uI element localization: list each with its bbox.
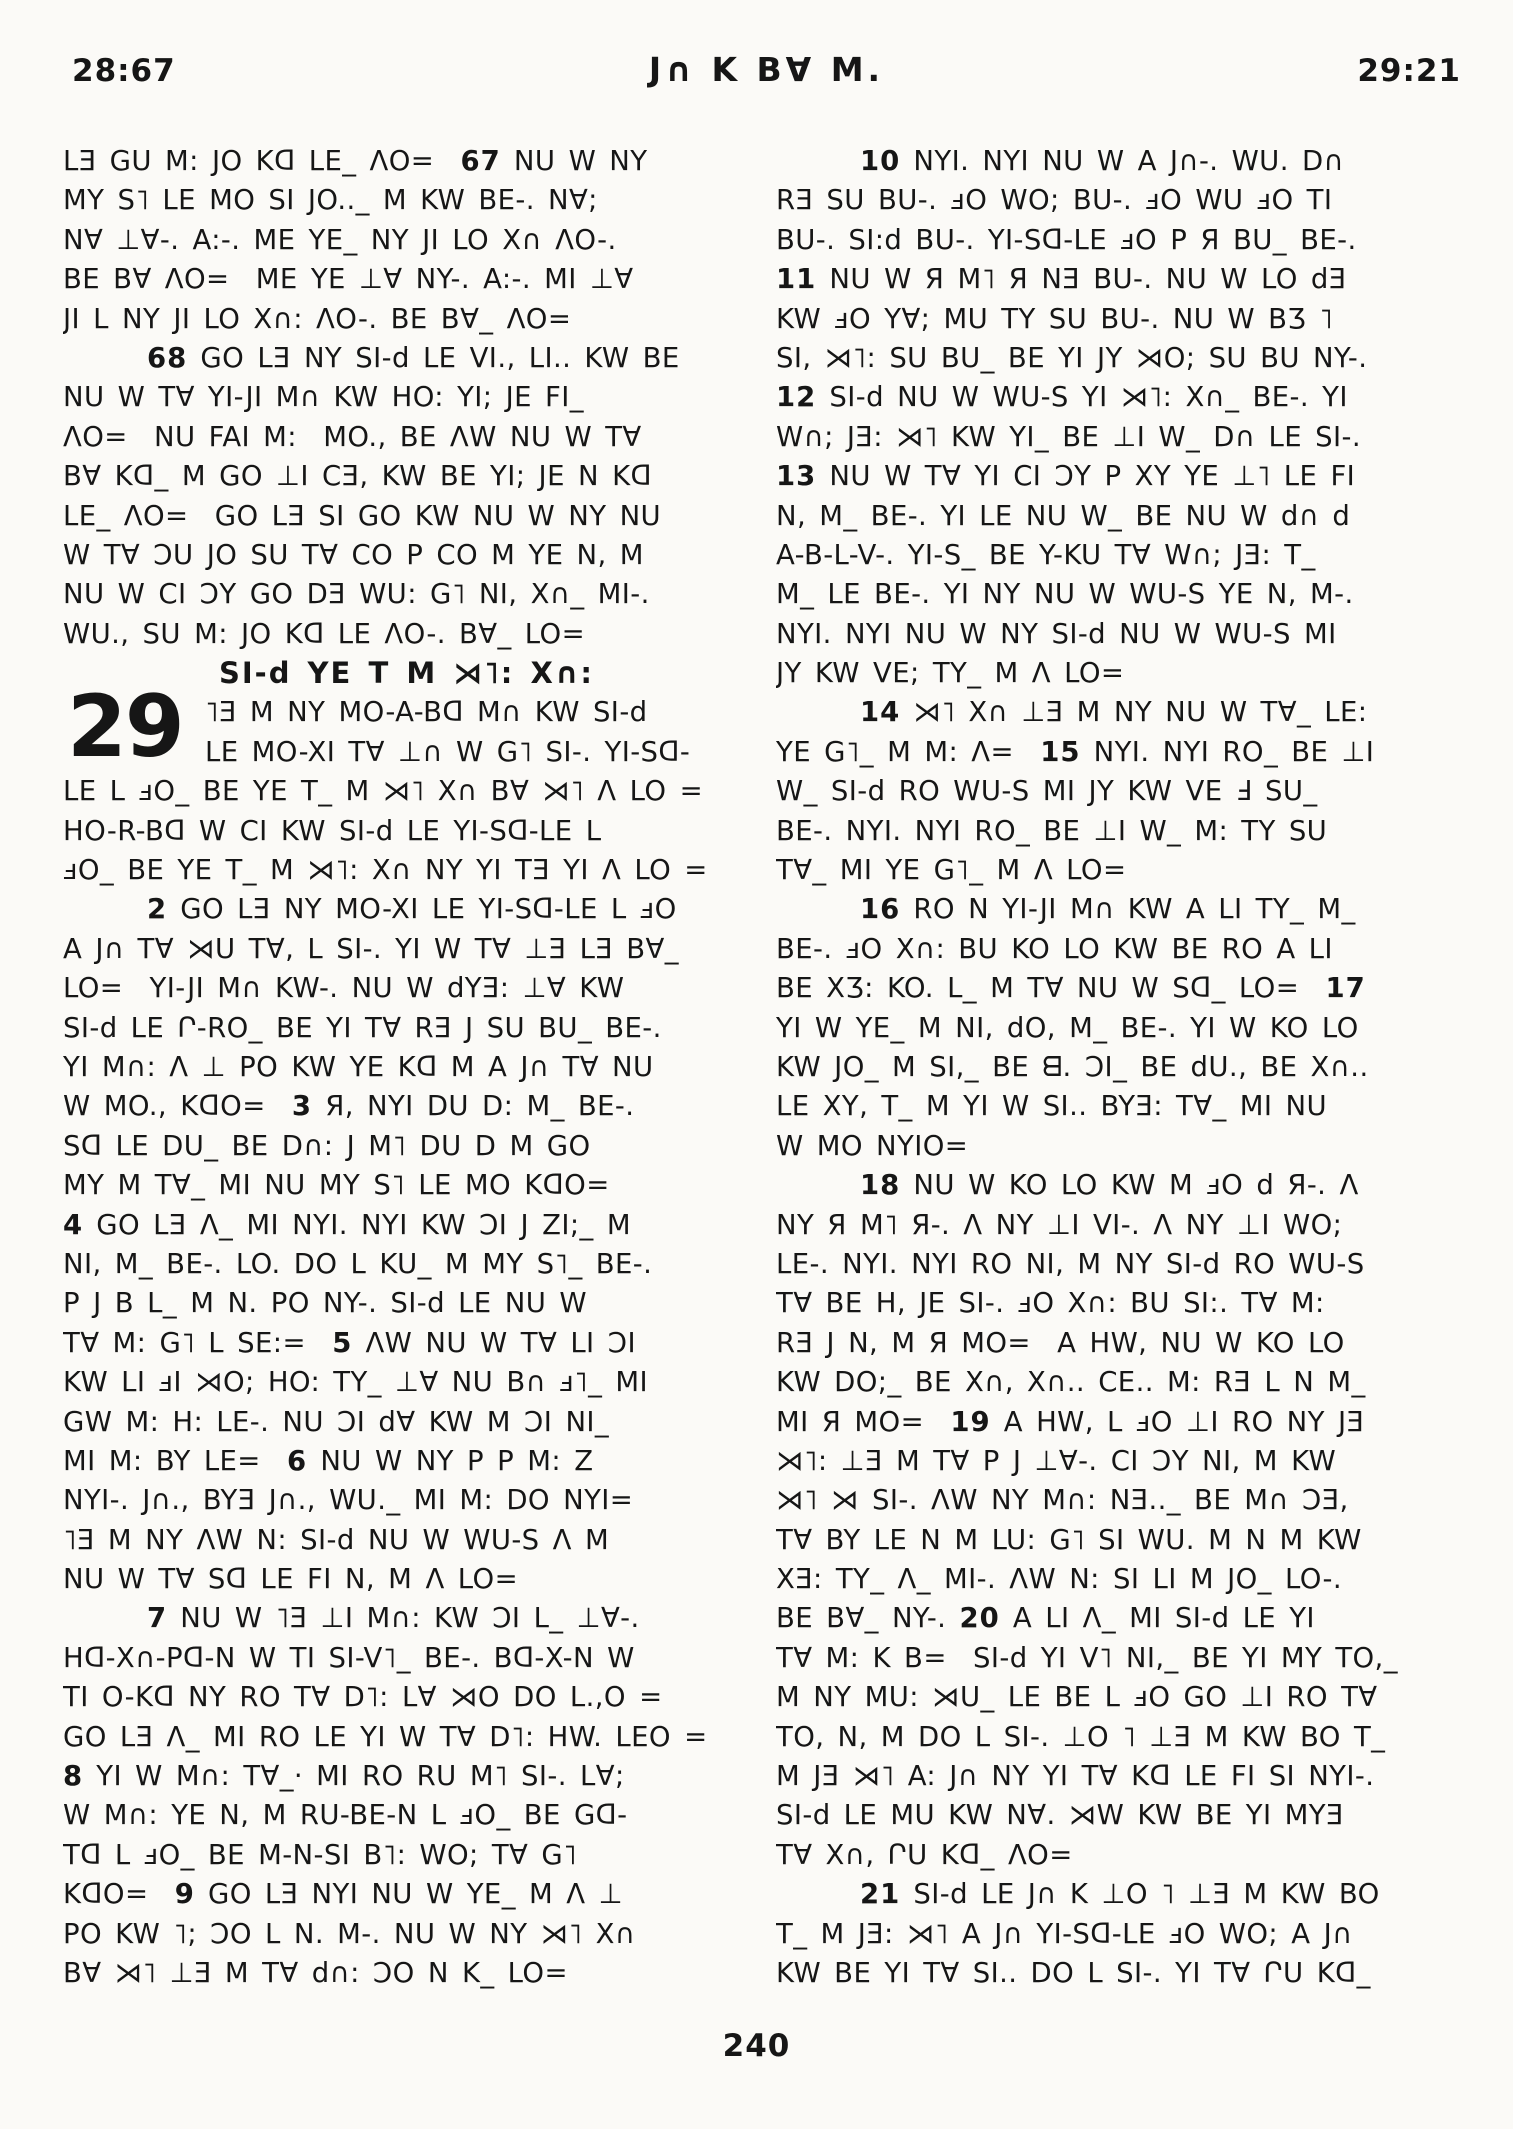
text-line: NU W CI ƆY GO DƎ WU: G˥ NI, X∩_ MI-. [63,578,650,611]
text-line: MY S˥ LE MO SI JO.._ M KW BE-. N∀; [63,184,598,217]
text-line: HO-R-Bᗡ W CI KW SI-d LE YI-Sᗡ-LE L [63,814,602,847]
text-line: Hᗡ-X∩-Pᗡ-N W TI SI-V˥_ BE-. Bᗡ-X-N W [63,1641,635,1674]
text-line: ˥Ǝ M NY ΛW N: SI-d NU W WU-S Λ M [63,1523,610,1556]
text-line: LE-. NYI. NYI RO NI, M NY SI-d RO WU-S [776,1247,1365,1280]
text-line: MI Я MO= 19 A HW, L ⅎO ⊥I RO NY JƎ [776,1405,1365,1438]
text-line: T∀ BE H, JE SI-. ⅎO X∩: BU SI:. T∀ M: [776,1287,1325,1320]
text-line: BE XƷ: KO. L_ M T∀ NU W Sᗡ_ LO= 17 [776,972,1366,1005]
text-line: XƎ: TY_ Λ_ MI-. ΛW N: SI LI M JO_ LO-. [776,1563,1342,1596]
text-line: GO LƎ Λ_ MI RO LE YI W T∀ D˥: HW. LEO = [63,1720,708,1753]
page-number: 240 [722,2028,791,2064]
text-line: 18 NU W KO LO KW M ⅎO d Я-. Λ [860,1169,1359,1202]
text-line: B∀ Kᗡ_ M GO ⊥I CƎ, KW BE YI; JE N Kᗡ [63,460,653,493]
text-line: NY Я M˥ Я-. Λ NY ⊥I VI-. Λ NY ⊥I WO; [776,1208,1343,1241]
text-columns [63,142,1463,1993]
text-line: T∀ X∩, ՐU Kᗡ_ ΛO= [776,1838,1073,1871]
text-line: LE_ ΛO= GO LƎ SI GO KW NU W NY NU [63,499,662,532]
text-line: NYI. NYI NU W NY SI-d NU W WU-S MI [776,617,1337,650]
text-line: 2 GO LƎ NY MO-XI LE YI-Sᗡ-LE L ⅎO [147,893,677,926]
section-heading: SI-d YE T M ⋊˥: X∩: [218,656,594,691]
text-line: T∀ BY LE N M LU: G˥ SI WU. M N M KW [776,1523,1362,1556]
text-line: NYI-. J∩., BYƎ J∩., WU._ MI M: DO NYI= [63,1484,634,1517]
text-line: T∀ M: G˥ L SE:= 5 ΛW NU W T∀ LI ƆI [63,1326,636,1359]
text-line: YI M∩: Λ ⊥ PO KW YE Kᗡ M A J∩ T∀ NU [63,1050,654,1083]
text-line: 10 NYI. NYI NU W A J∩-. WU. D∩ [860,145,1345,177]
text-line: NI, M_ BE-. LO. DO L KU_ M MY S˥_ BE-. [63,1247,653,1280]
text-line: TO, N, M DO L SI-. ⊥O ˥ ⊥Ǝ M KW BO T_ [776,1720,1386,1753]
text-line: TI O-Kᗡ NY RO T∀ D˥: L∀ ⋊O DO L.,O = [63,1681,663,1714]
text-line: Tᗡ L ⅎO_ BE M-N-SI B˥: WO; T∀ G˥ [63,1838,578,1871]
text-line: BE B∀ ΛO= ME YE ⊥∀ NY-. A:-. MI ⊥∀ [63,263,634,296]
text-line: ⋊˥ ⋊ SI-. ΛW NY M∩: NƎ.._ BE M∩ ƆƎ, [776,1484,1349,1517]
text-line: NU W T∀ YI-JI M∩ KW HO: YI; JE FI_ [63,381,584,414]
text-line: 8 YI W M∩: T∀_· MI RO RU M˥ SI-. L∀; [63,1760,625,1793]
chapter-verse-ref-left: 28:67 [72,53,176,89]
text-line: JY KW VE; TY_ M Λ LO= [776,657,1125,690]
text-line: WU., SU M: JO Kᗡ LE ΛO-. B∀_ LO= [63,617,586,650]
text-line: KᗡO= 9 GO LƎ NYI NU W YE_ M Λ ⊥ [63,1878,623,1911]
text-line: W_ SI-d RO WU-S MI JY KW VE Ⅎ SU_ [776,775,1318,808]
text-line: T∀_ MI YE G˥_ M Λ LO= [776,854,1127,887]
chapter-verse-ref-right: 29:21 [1357,53,1461,89]
text-line: ⋊˥: ⊥Ǝ M T∀ P J ⊥∀-. CI ƆY NI, M KW [776,1444,1337,1477]
text-line: B∀ ⋊˥ ⊥Ǝ M T∀ d∩: ƆO N K_ LO= [63,1956,568,1989]
text-line: A J∩ T∀ ⋊U T∀, L SI-. YI W T∀ ⊥Ǝ LƎ B∀_ [63,932,679,965]
text-line: YE G˥_ M M: Λ= 15 NYI. NYI RO_ BE ⊥I [776,735,1375,768]
text-line: KW JO_ M SI,_ BE ᗺ. ƆI_ BE dU., BE X∩.. [776,1050,1369,1083]
text-line: MI M: BY LE= 6 NU W NY P P M: Z [63,1444,594,1477]
text-line: SI-d LE Ր-RO_ BE YI T∀ RƎ J SU BU_ BE-. [63,1011,662,1044]
text-line: 21 SI-d LE J∩ K ⊥O ˥ ⊥Ǝ M KW BO [860,1878,1380,1911]
text-line: KW DO;_ BE X∩, X∩.. CE.. M: RƎ L N M_ [776,1366,1366,1399]
text-line: 14 ⋊˥ X∩ ⊥Ǝ M NY NU W T∀_ LE: [860,696,1368,729]
text-line: KW BE YI T∀ SI.. DO L SI-. YI T∀ ՐU Kᗡ_ [776,1956,1371,1989]
text-line: JI L NY JI LO X∩: ΛO-. BE B∀_ ΛO= [63,302,572,335]
text-line: W M∩: YE N, M RU-BE-N L ⅎO_ BE Gᗡ- [63,1799,628,1832]
text-line: T∀ M: K B= SI-d YI V˥ NI,_ BE YI MY TO,_ [776,1641,1398,1674]
text-line: NU W T∀ Sᗡ LE FI N, M Λ LO= [63,1563,519,1596]
text-line: 16 RO N YI-JI M∩ KW A LI TY_ M_ [860,893,1356,926]
text-line: LE XY, T_ M YI W SI.. BYƎ: T∀_ MI NU [776,1090,1328,1123]
text-line: W∩; JƎ: ⋊˥ KW YI_ BE ⊥I W_ D∩ LE SI-. [776,420,1361,453]
text-line: N∀ ⊥∀-. A:-. ME YE_ NY JI LO X∩ ΛO-. [63,223,617,256]
text-line: LE L ⅎO_ BE YE T_ M ⋊˥ X∩ B∀ ⋊˥ Λ LO = [63,775,704,808]
text-line: BU-. SI:d BU-. YI-Sᗡ-LE ⅎO P Я BU_ BE-. [776,223,1357,256]
text-line: YI W YE_ M NI, dO, M_ BE-. YI W KO LO [776,1011,1359,1044]
text-line: RƎ SU BU-. ⅎO WO; BU-. ⅎO WU ⅎO TI [776,184,1333,217]
text-line: ⅎO_ BE YE T_ M ⋊˥: X∩ NY YI TƎ YI Λ LO = [63,854,708,887]
text-line: SI-d LE MU KW N∀. ⋊W KW BE YI MYƎ [776,1799,1344,1832]
text-line: Sᗡ LE DU_ BE D∩: J M˥ DU D M GO [63,1129,591,1162]
text-line: 13 NU W T∀ YI CI ƆY P XY YE ⊥˥ LE FI [776,460,1356,493]
text-line: BE B∀_ NY-. 20 A LI Λ_ MI SI-d LE YI [776,1602,1315,1635]
text-line: ΛO= NU FAI M: MO., BE ΛW NU W T∀ [63,420,642,453]
column-right [776,142,1463,1993]
chapter-drop-cap: 29 [67,677,183,777]
text-line: M NY MU: ⋊U_ LE BE L ⅎO GO ⊥I RO T∀ [776,1681,1378,1714]
text-line: LƎ GU M: JO Kᗡ LE_ ΛO= 67 NU W NY [63,145,648,177]
text-line: SI, ⋊˥: SU BU_ BE YI JY ⋊O; SU BU NY-. [776,341,1368,374]
text-line: 7 NU W ˥Ǝ ⊥I M∩: KW ƆI L_ ⊥∀-. [147,1602,640,1635]
text-line: T_ M JƎ: ⋊˥ A J∩ YI-Sᗡ-LE ⅎO WO; A J∩ [776,1917,1353,1950]
text-line: A-B-L-V-. YI-S_ BE Y-KU T∀ W∩; JƎ: T_ [776,538,1316,571]
text-line: GW M: H: LE-. NU ƆI d∀ KW M ƆI NI_ [63,1405,610,1438]
text-line: 11 NU W Я M˥ Я NƎ BU-. NU W LO dƎ [776,263,1347,296]
text-line: M JƎ ⋊˥ A: J∩ NY YI T∀ Kᗡ LE FI SI NYI-. [776,1760,1375,1793]
text-line: KW ⅎO Y∀; MU TY SU BU-. NU W BƷ ˥ [776,302,1334,335]
text-line: W MO., KᗡO= 3 Я, NYI DU D: M_ BE-. [63,1090,635,1123]
text-line: BE-. ⅎO X∩: BU KO LO KW BE RO A LI [776,932,1333,965]
text-line: LO= YI-JI M∩ KW-. NU W dYƎ: ⊥∀ KW [63,972,625,1005]
text-line: LE MO-XI T∀ ⊥∩ W G˥ SI-. YI-Sᗡ- [205,735,691,768]
text-line: 68 GO LƎ NY SI-d LE VI., LI.. KW BE [147,341,680,374]
text-line: P J B L_ M N. PO NY-. SI-d LE NU W [63,1287,587,1320]
text-line: PO KW ˥; ƆO L N. M-. NU W NY ⋊˥ X∩ [63,1917,636,1950]
text-line: M_ LE BE-. YI NY NU W WU-S YE N, M-. [776,578,1354,611]
text-line: RƎ J N, M Я MO= A HW, NU W KO LO [776,1326,1345,1359]
text-line: N, M_ BE-. YI LE NU W_ BE NU W d∩ d [776,499,1351,532]
text-line: 4 GO LƎ Λ_ MI NYI. NYI KW ƆI J ZI;_ M [63,1208,631,1241]
text-line: ˥Ǝ M NY MO-A-Bᗡ M∩ KW SI-d [205,696,648,729]
running-header [72,50,1461,89]
book-title: J∩ K B∀ M. [648,50,885,89]
text-line: KW LI ⅎI ⋊O; HO: TY_ ⊥∀ NU B∩ ⅎ˥_ MI [63,1366,649,1399]
text-line: BE-. NYI. NYI RO_ BE ⊥I W_ M: TY SU [776,814,1328,847]
text-line: W T∀ ƆU JO SU T∀ CO P CO M YE N, M [63,538,644,571]
text-line: 12 SI-d NU W WU-S YI ⋊˥: X∩_ BE-. YI [776,381,1348,414]
column-left [63,142,750,1993]
text-line: W MO NYIO= [776,1129,969,1162]
text-line: MY M T∀_ MI NU MY S˥ LE MO KᗡO= [63,1169,610,1202]
